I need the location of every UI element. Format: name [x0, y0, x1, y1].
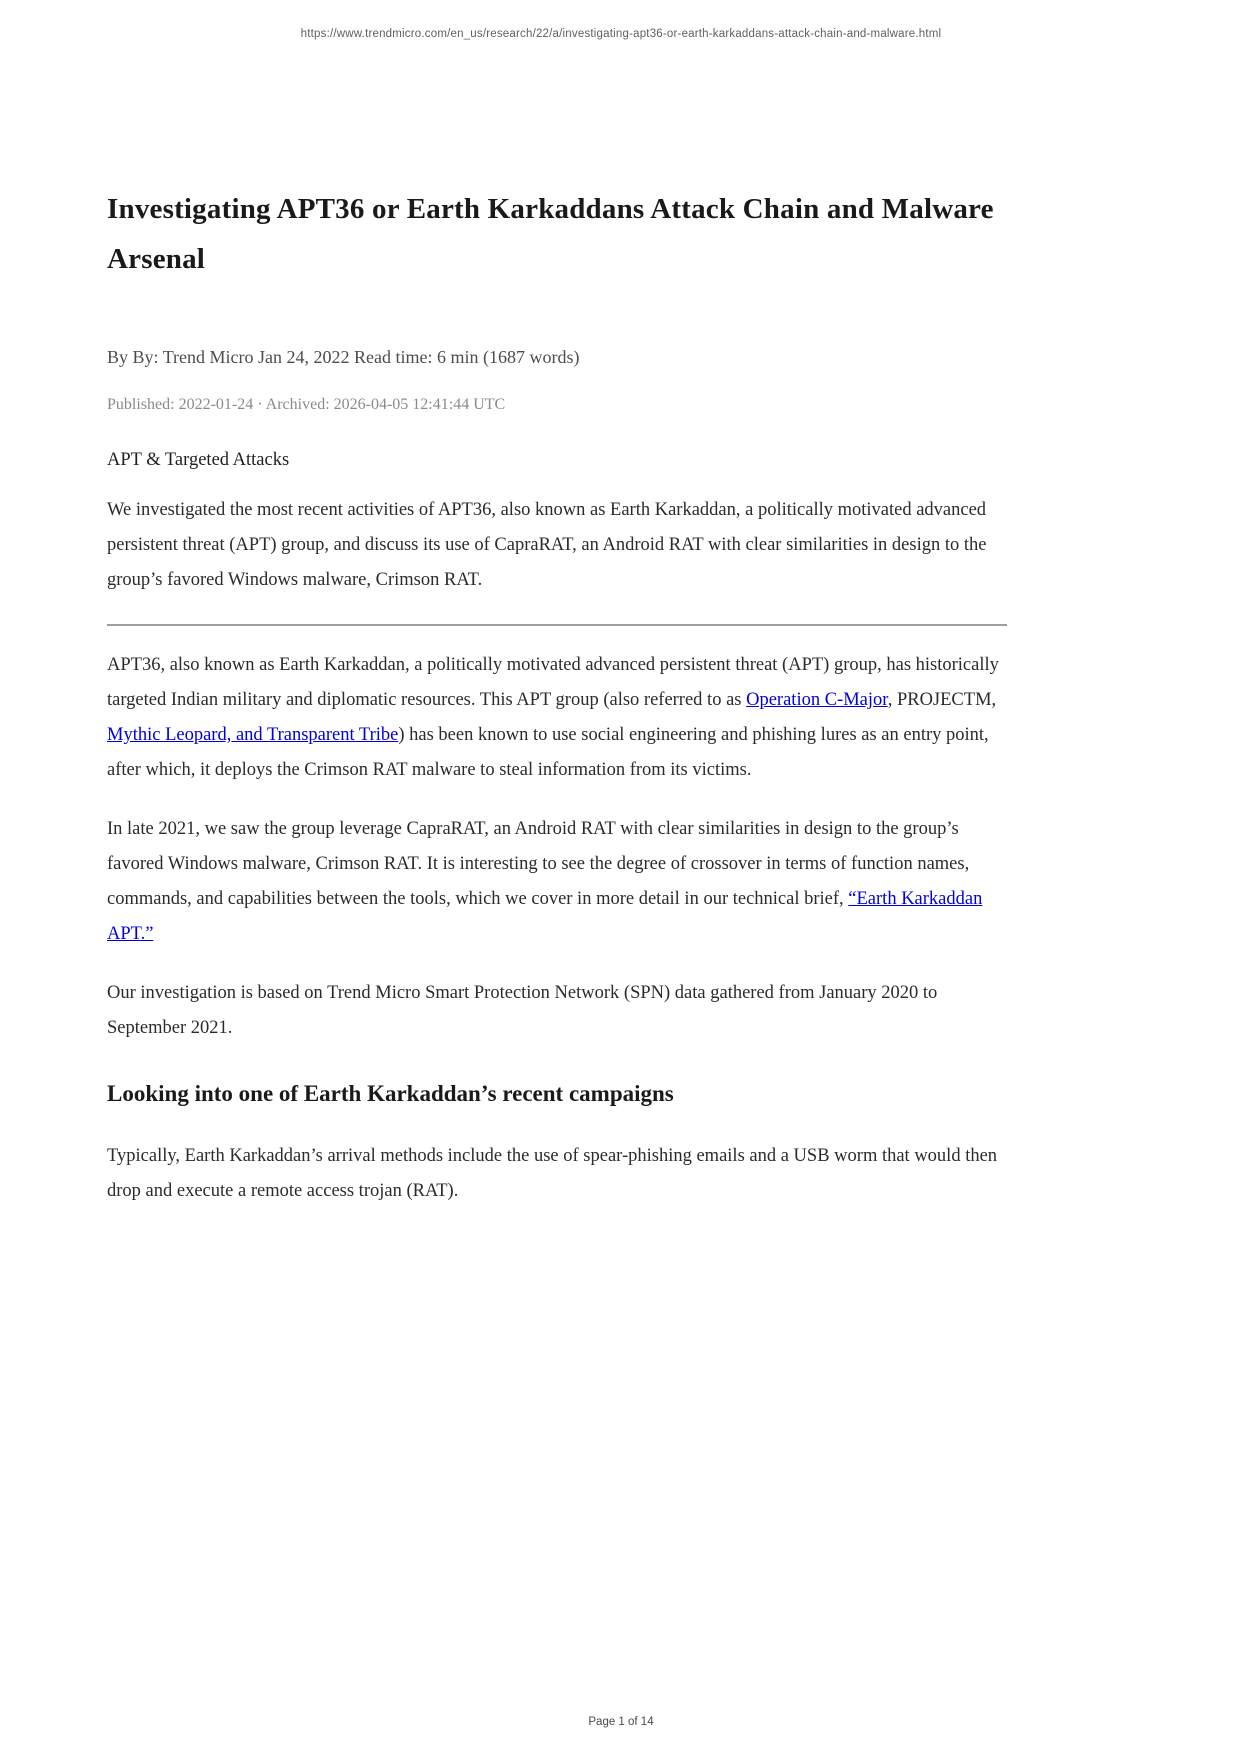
paragraph-text: Typically, Earth Karkaddan’s arrival methods include the use of spear-phishing emails and a USB worm that would then drop and execute a remote access trojan (RAT). [107, 1146, 998, 1201]
paragraph [107, 976, 1007, 1046]
section-heading: Looking into one of Earth Karkaddan’s recent campaigns [107, 1081, 674, 1106]
inline-link[interactable]: Operation C-Major [746, 690, 888, 710]
published-archived-meta: Published: 2022-01-24 · Archived: 2026-04-05 12:41:44 UTC [107, 396, 506, 413]
paragraph-text: In late 2021, we saw the group leverage CapraRAT, an Android RAT with clear similarities in design to the group’s favored Windows malware, Crimson RAT. It is interesting to see the degree of crossover in terms of function names, commands, and capabilities between the tools, which we cover in more detail in our technical brief, [107, 819, 970, 909]
paragraph-text: APT36, also known as Earth Karkaddan, a politically motivated advanced persistent threat (APT) group, has historically targeted Indian military and diplomatic resources. This APT group (also referred to as [107, 655, 999, 710]
paragraph [107, 812, 1007, 952]
paragraph [107, 1139, 1007, 1209]
paragraph-text: Our investigation is based on Trend Micro Smart Protection Network (SPN) data gathered from January 2020 to September 2021. [107, 983, 938, 1038]
article-intro: We investigated the most recent activities of APT36, also known as Earth Karkaddan, a politically motivated advanced persistent threat (APT) group, and discuss its use of CapraRAT, an Android RAT with clear similarities in design to the group’s favored Windows malware, Crimson RAT. [107, 500, 987, 590]
article-category: APT & Targeted Attacks [107, 450, 290, 470]
inline-link[interactable]: Mythic Leopard, and Transparent Tribe [107, 725, 399, 745]
inline-link[interactable]: “Earth Karkaddan APT.” [107, 889, 983, 944]
source-url-header: https://www.trendmicro.com/en_us/research/22/a/investigating-apt36-or-earth-karkaddans-attack-chain-and-malware.html [300, 28, 942, 40]
paragraph [107, 648, 1007, 788]
article-content [107, 0, 1007, 1209]
page-title: Investigating APT36 or Earth Karkaddans Attack Chain and Malware Arsenal [107, 193, 994, 275]
page-number: Page 1 of 14 [588, 1716, 654, 1728]
section-divider [107, 624, 1007, 626]
article-byline: By By: Trend Micro Jan 24, 2022 Read time: 6 min (1687 words) [107, 347, 580, 367]
paragraph-text: , PROJECTM, [887, 690, 997, 710]
article-body [107, 648, 1007, 1046]
paragraph-text: ) has been known to use social engineering and phishing lures as an entry point, after which, it deploys the Crimson RAT malware to steal information from its victims. [107, 725, 989, 780]
section-body [107, 1139, 1007, 1209]
